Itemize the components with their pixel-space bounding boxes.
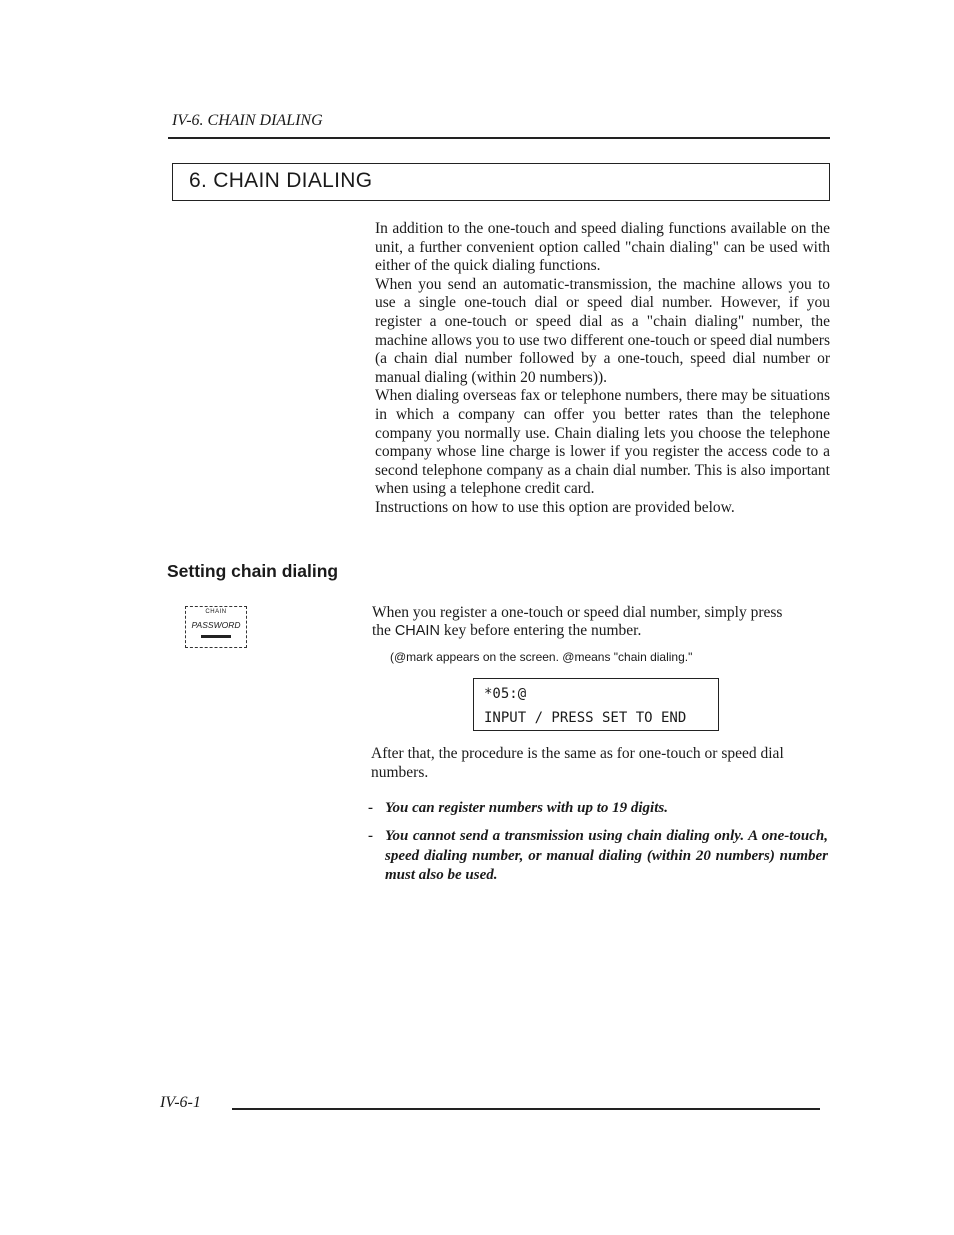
lcd-display xyxy=(473,678,719,731)
intro-paragraph: In addition to the one-touch and speed dialing functions available on the unit, a further convenient option called "chain dialing" can be used with either of the quick dialing functions. xyxy=(375,220,830,275)
running-header: IV-6. CHAIN DIALING xyxy=(172,112,323,129)
footer-rule xyxy=(232,1108,820,1110)
key-bottom-label: PASSWORD xyxy=(191,620,241,630)
page-number: IV-6-1 xyxy=(160,1094,201,1111)
step-line-1: When you register a one-touch or speed dial number, simply press xyxy=(372,604,783,621)
chain-key-name: CHAIN xyxy=(394,623,440,639)
note-dash: - xyxy=(368,800,373,816)
step-line-2 xyxy=(372,622,832,640)
note-dash: - xyxy=(368,828,373,844)
screen-note: (@mark appears on the screen. @means "chain dialing." xyxy=(390,650,693,664)
intro-paragraph: When dialing overseas fax or telephone numbers, there may be situations in which a company can offer you better rates than the telephone company you normally use. Chain dialing lets you choose the telephone company whose line charge is lower if you register the access code to a second telephone company as a chain dial number. This is also important when using a telephone credit card. xyxy=(375,387,830,498)
step-post-key: key before entering the number. xyxy=(439,622,642,639)
key-bar xyxy=(201,635,231,638)
intro-paragraph: Instructions on how to use this option are provided below. xyxy=(375,498,735,516)
intro-paragraph: When you send an automatic-transmission, the machine allows you to use a single one-touch dial or speed dial number. However, if you register a one-touch or speed dial as a "chain dialing" number, the machine allows you to use two different one-touch or speed dial numbers (a chain dial number followed by a one-touch, speed dial number or manual dialing (within 20 numbers)). xyxy=(375,275,830,386)
chain-password-key-icon xyxy=(185,606,247,648)
section-heading: Setting chain dialing xyxy=(167,561,339,581)
step-instruction xyxy=(372,604,832,640)
lcd-line-2: INPUT / PRESS SET TO END xyxy=(484,710,687,726)
step-pre-key: the xyxy=(372,622,395,639)
header-rule xyxy=(168,137,830,139)
after-text: After that, the procedure is the same as for one-touch or speed dial numbers. xyxy=(371,745,784,781)
note-item xyxy=(368,799,828,819)
key-top-label: CHAIN xyxy=(205,609,227,615)
intro-text xyxy=(375,220,830,518)
chapter-title-box xyxy=(172,163,830,201)
note-item xyxy=(368,827,828,886)
chapter-title: 6. CHAIN DIALING xyxy=(189,169,373,192)
note-text: You cannot send a transmission using chain dialing only. A one-touch, speed dialing number, or manual dialing (within 20 numbers) number must also be used. xyxy=(385,828,828,883)
lcd-line-1: *05:@ xyxy=(484,686,527,702)
note-text: You can register numbers with up to 19 digits. xyxy=(385,800,668,816)
